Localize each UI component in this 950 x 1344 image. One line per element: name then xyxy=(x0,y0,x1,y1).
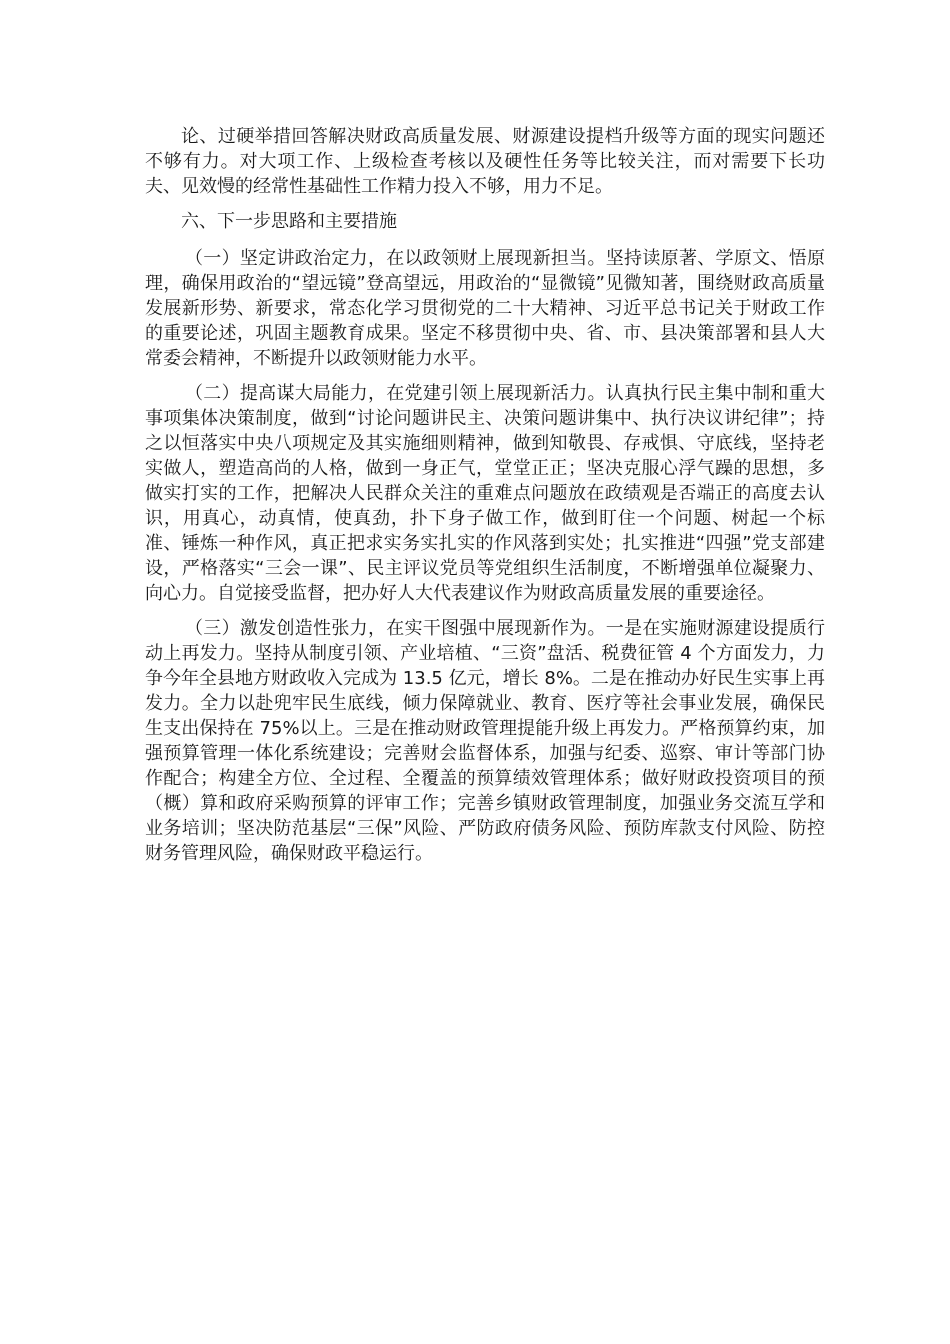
document-body xyxy=(145,124,825,876)
paragraph-measure-3: （三）激发创造性张力，在实干图强中展现新作为。一是在实施财源建设提质行动上再发力。坚持从制度引领、产业培植、“三资”盘活、税费征管 4 个方面发力，力争今年全县地方财政收入完成为 13.5 亿元，增长 8%。二是在推动办好民生实事上再发力。全力以赴兜牢民生底线，倾力保障就业、教育、医疗等社会事业发展，确保民生支出保持在 75%以上。三是在推动财政管理提能升级上再发力。严格预算约束，加强预算管理一体化系统建设；完善财会监督体系，加强与纪委、巡察、审计等部门协作配合；构建全方位、全过程、全覆盖的预算绩效管理体系；做好财政投资项目的预（概）算和政府采购预算的评审工作；完善乡镇财政管理制度，加强业务交流互学和业务培训；坚决防范基层“三保”风险、严防政府债务风险、预防库款支付风险、防控财务管理风险，确保财政平稳运行。 xyxy=(145,618,825,864)
paragraph-measure-1: （一）坚定讲政治定力，在以政领财上展现新担当。坚持读原著、学原文、悟原理，确保用政治的“望远镜”登高望远，用政治的“显微镜”见微知著，围绕财政高质量发展新形势、新要求，常态化学习贯彻党的二十大精神、习近平总书记关于财政工作的重要论述，巩固主题教育成果。坚定不移贯彻中央、省、市、县决策部署和县人大常委会精神，不断提升以政领财能力水平。 xyxy=(145,248,825,369)
paragraph-measure-2: （二）提高谋大局能力，在党建引领上展现新活力。认真执行民主集中制和重大事项集体决策制度，做到“讨论问题讲民主、决策问题讲集中、执行决议讲纪律”；持之以恒落实中央八项规定及其实施细则精神，做到知敬畏、存戒惧、守底线，坚持老实做人，塑造高尚的人格，做到一身正气，堂堂正正；坚决克服心浮气躁的思想，多做实打实的工作，把解决人民群众关注的重难点问题放在政绩观是否端正的高度去认识，用真心，动真情，使真劲，扑下身子做工作，做到盯住一个问题、树起一个标准、锤炼一种作风，真正把求实务实扎实的作风落到实处；扎实推进“四强”党支部建设，严格落实“三会一课”、民主评议党员等党组织生活制度，不断增强单位凝聚力、向心力。自觉接受监督，把办好人大代表建议作为财政高质量发展的重要途径。 xyxy=(145,383,825,604)
section-heading-next-steps: 六、下一步思路和主要措施 xyxy=(181,211,397,232)
paragraph-continuation: 论、过硬举措回答解决财政高质量发展、财源建设提档升级等方面的现实问题还不够有力。对大项工作、上级检查考核以及硬性任务等比较关注，而对需要下长功夫、见效慢的经常性基础性工作精力投入不够，用力不足。 xyxy=(145,126,825,197)
